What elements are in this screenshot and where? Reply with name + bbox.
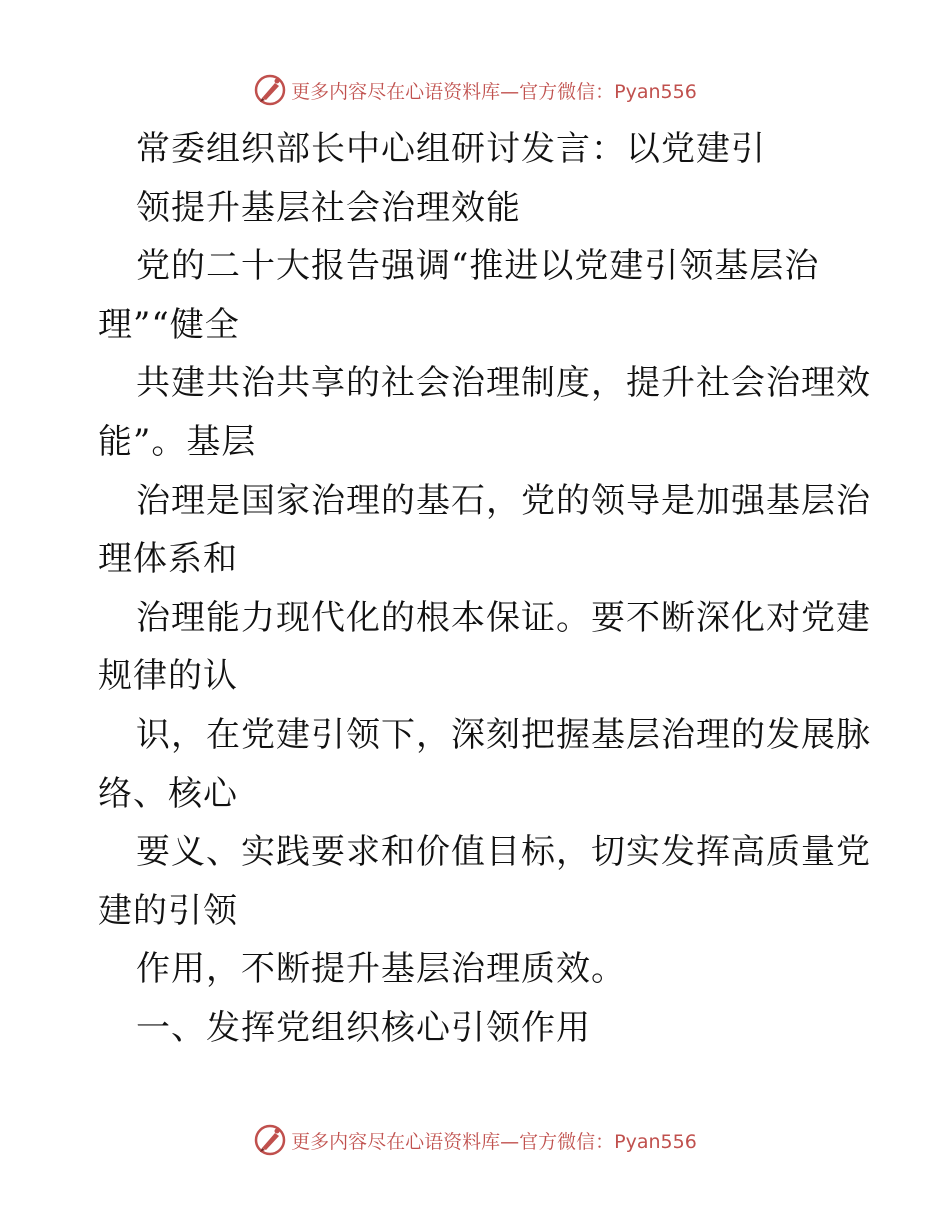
- paragraph-line: 作用，不断提升基层治理质效。: [136, 949, 626, 990]
- title-line-2: 领提升基层社会治理效能: [136, 187, 521, 228]
- header-banner: [0, 70, 950, 110]
- footer-banner: [0, 1120, 950, 1160]
- paragraph-line: 识，在党建引领下，深刻把握基层治理的发展脉: [136, 714, 871, 755]
- paragraph-line: 理”“健全: [98, 304, 240, 345]
- banner-text: [291, 77, 697, 104]
- pen-logo-icon: [253, 1123, 287, 1157]
- banner-text: [291, 1127, 697, 1154]
- paragraph-line: 治理是国家治理的基石，党的领导是加强基层治: [136, 480, 871, 521]
- paragraph-line: 共建共治共享的社会治理制度，提升社会治理效: [136, 363, 871, 404]
- paragraph-line: 要义、实践要求和价值目标，切实发挥高质量党: [136, 832, 871, 873]
- banner-handle: Pyan556: [614, 80, 697, 103]
- banner-label: 更多内容尽在心语资料库—官方微信：: [291, 1130, 615, 1153]
- document-body: [98, 120, 871, 1058]
- paragraph-line: 治理能力现代化的根本保证。要不断深化对党建: [136, 597, 871, 638]
- section-heading: 一、发挥党组织核心引领作用: [136, 1007, 591, 1048]
- title-line-1: 常委组织部长中心组研讨发言：以党建引: [136, 129, 766, 169]
- pen-logo-icon: [253, 73, 287, 107]
- banner-handle: Pyan556: [614, 1130, 697, 1153]
- paragraph-line: 党的二十大报告强调“推进以党建引领基层治: [136, 246, 820, 287]
- paragraph-line: 建的引领: [98, 890, 238, 931]
- paragraph-line: 理体系和: [98, 539, 238, 580]
- paragraph-line: 能”。基层: [98, 421, 257, 462]
- paragraph-line: 络、核心: [98, 773, 238, 814]
- paragraph-line: 规律的认: [98, 656, 238, 697]
- banner-label: 更多内容尽在心语资料库—官方微信：: [291, 80, 615, 103]
